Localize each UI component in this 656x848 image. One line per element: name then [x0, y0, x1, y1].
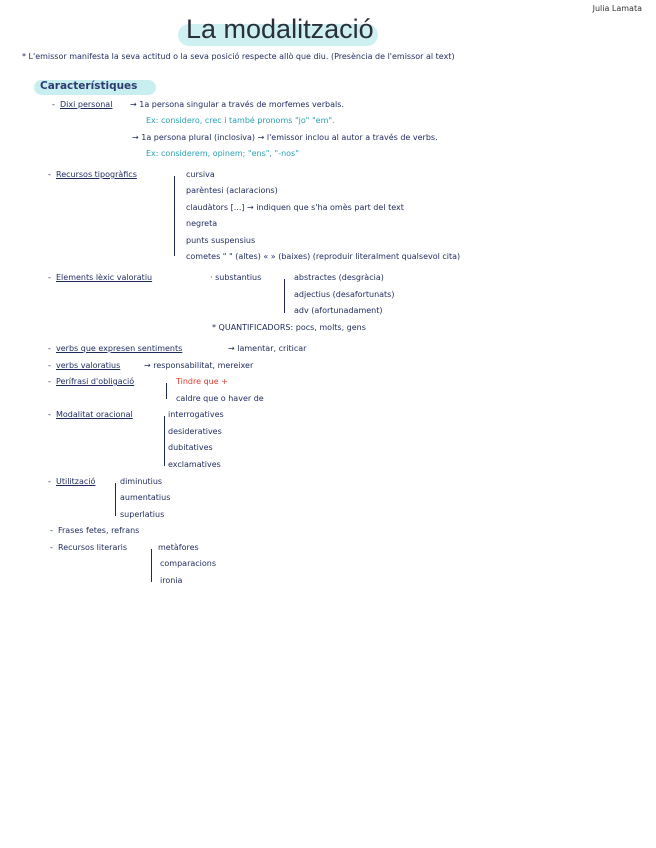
modalitat-item: desideratives: [168, 427, 222, 436]
lexic-item: adv (afortunadament): [294, 306, 383, 315]
tipografics-label: Recursos tipogràfics: [56, 170, 137, 179]
lexic-item: abstractes (desgràcia): [294, 273, 384, 282]
deixi-example2: Ex: considerem, opinem; "ens", "-nos": [146, 149, 299, 158]
author-name: Julia Lamata: [592, 4, 642, 13]
tipografics-item: cursiva: [186, 170, 215, 179]
deixi-label: Dixi personal: [60, 100, 113, 109]
tipografics-dash: -: [48, 170, 51, 179]
modalitat-dash: -: [48, 410, 51, 419]
deixi-dash: -: [52, 100, 55, 109]
perifrasi-label: Perífrasi d'obligació: [56, 377, 135, 386]
utilitzacio-item: aumentatius: [120, 493, 171, 502]
tipografics-item: cometes " " (altes) « » (baixes) (reproduir literalment qualsevol cita): [186, 252, 461, 261]
utilitzacio-item: diminutius: [120, 477, 163, 486]
literaris-item: metàfores: [158, 543, 199, 552]
modalitat-item: interrogatives: [168, 410, 224, 419]
sentiments-rest: → lamentar, criticar: [228, 344, 307, 353]
lexic-bracket: [284, 279, 285, 313]
lexic-item: adjectius (desafortunats): [294, 290, 395, 299]
section-heading: Característiques: [40, 80, 138, 92]
tipografics-item: punts suspensius: [186, 236, 256, 245]
tipografics-item: claudàtors [...] → indiquen que s'ha omès part del text: [186, 203, 404, 212]
lexic-quantificadors: * QUANTIFICADORS: pocs, molts, gens: [212, 323, 366, 332]
literaris-dash: -: [50, 543, 53, 552]
modalitat-label: Modalitat oracional: [56, 410, 133, 419]
page-title: La modalització: [186, 14, 374, 44]
utilitzacio-bracket: [115, 483, 116, 516]
deixi-line1: → 1a persona singular a través de morfemes verbals.: [130, 100, 344, 109]
intro-note: * L'emissor manifesta la seva actitud o la seva posició respecte allò que diu. (Presència de l'emissor al text): [22, 52, 455, 61]
deixi-example1: Ex: considero, crec i també pronoms "jo" "em".: [146, 116, 335, 125]
perifrasi-dash: -: [48, 377, 51, 386]
valoratius-label: verbs valoratius: [56, 361, 121, 370]
lexic-substantius: · substantius: [210, 273, 262, 282]
tipografics-item: negreta: [186, 219, 218, 228]
perifrasi-item: Tindre que +: [176, 377, 228, 386]
utilitzacio-label: Utilització: [56, 477, 96, 486]
modalitat-item: dubitatives: [168, 443, 213, 452]
frases-dash: -: [50, 526, 53, 535]
lexic-label: Elements lèxic valoratiu: [56, 273, 153, 282]
modalitat-item: exclamatives: [168, 460, 221, 469]
sentiments-dash: -: [48, 344, 51, 353]
utilitzacio-dash: -: [48, 477, 51, 486]
valoratius-dash: -: [48, 361, 51, 370]
literaris-bracket: [151, 549, 152, 582]
tipografics-item: parèntesi (aclaracions): [186, 186, 278, 195]
perifrasi-item: caldre que o haver de: [176, 394, 264, 403]
sentiments-label: verbs que expresen sentiments: [56, 344, 183, 353]
frases-label: Frases fetes, refrans: [58, 526, 140, 535]
perifrasi-bracket: [166, 383, 167, 399]
modalitat-bracket: [164, 416, 165, 466]
valoratius-rest: → responsabilitat, mereixer: [144, 361, 254, 370]
literaris-item: ironia: [160, 576, 183, 585]
deixi-line2: → 1a persona plural (inclosiva) → l'emissor inclou al autor a través de verbs.: [132, 133, 438, 142]
lexic-dash: -: [48, 273, 51, 282]
literaris-label: Recursos literaris: [58, 543, 128, 552]
literaris-item: comparacions: [160, 559, 217, 568]
tipografics-bracket: [174, 176, 175, 256]
utilitzacio-item: superlatius: [120, 510, 165, 519]
